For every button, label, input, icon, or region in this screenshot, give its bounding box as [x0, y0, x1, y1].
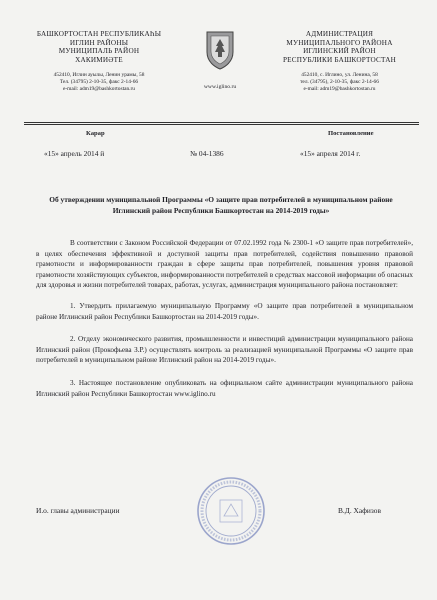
address-line: Тел. (34795) 2-10-35, факс 2-14-66 [59, 79, 139, 86]
document-kind-russian: Постановление [328, 130, 374, 137]
letterhead-bashkir [24, 30, 174, 93]
address-line: 452410, Иглин ауылы, Ленин урамы, 58 [53, 72, 145, 79]
coat-of-arms-icon [205, 30, 235, 70]
address-line: тел. (34795), 2-10-35, факс 2-14-66 [300, 79, 379, 86]
org-line: АДМИНИСТРАЦИЯ [305, 30, 374, 38]
header-divider [24, 122, 419, 123]
address-line: e-mail: adm19@bashkortostan.ru [303, 86, 376, 93]
resolution-item: 2. Отделу экономического развития, промышленности и инвестиций администрации муниципального района Иглинский район (Прокофьева З.Р.) осуществлять контроль за реализацией муниципальной Программы «О защите прав потребителей в муниципальном районе Иглинский район на 2014-2019 годы». [36, 335, 413, 365]
preamble-paragraph: В соответствии с Законом Российской Федерации от 07.02.1992 года № 2300-1 «О защите прав потребителей», в целях обеспечения эффективной и доступной защиты прав потребителей, содействия повышению правовой грамотности и информированности граждан в сфере защиты прав потребителей, повышения уровня правовой грамотности хозяйствующих субъектов, информированности потребителей в средствах массовой информации об опасных для здоровья и жизни потребителей товарах, работах, услугах, администрация муниципального района постановляет: [36, 239, 413, 290]
address-line: e-mail: adm19@bashkortostan.ru [62, 86, 136, 93]
org-line: БАШКОРТОСТАН РЕСПУБЛИКАҺЫ [36, 30, 162, 38]
letterhead-russian [262, 30, 417, 93]
org-line: ХАКИМИӘТЕ [75, 55, 123, 64]
address-line: 452410, с. Иглино, ул. Ленина, 58 [301, 72, 378, 79]
resolution-item: 1. Утвердить прилагаемую муниципальную Программу «О защите прав потребителей в муниципальном районе Иглинский район Республики Башкортостан на 2014-2019 годы». [36, 301, 413, 321]
org-line: ИГЛИНСКИЙ РАЙОН [303, 47, 376, 56]
org-line: МУНИЦИПАЛЬНОГО РАЙОНА [286, 38, 393, 47]
address-russian [262, 72, 417, 93]
org-line: РЕСПУБЛИКИ БАШКОРТОСТАН [282, 55, 396, 64]
document-title: Об утверждении муниципальной Программы «О защите прав потребителей в муниципальном районе Иглинский район Республики Башкортостан на 2014-2019 годы» [49, 195, 393, 215]
header-divider [24, 124, 419, 125]
date-russian: «15» апреля 2014 г. [300, 149, 361, 158]
org-line: МУНИЦИПАЛЬ РАЙОН [58, 47, 140, 56]
org-name-bashkir [24, 30, 174, 64]
signatory-position: И.о. главы администрации [36, 506, 120, 515]
org-name-russian [262, 30, 417, 64]
address-bashkir [24, 72, 174, 93]
official-stamp-icon [196, 476, 266, 546]
letterhead [0, 30, 437, 130]
letterhead-center [188, 30, 252, 90]
signatory-name: В.Д. Хафизов [338, 506, 381, 515]
org-line: ИГЛИН РАЙОНЫ [69, 38, 129, 47]
date-bashkir: «15» апрель 2014 й [44, 149, 105, 158]
resolution-item: 3. Настоящее постановление опубликовать на официальном сайте администрации муниципального района Иглинский район Республики Башкортостан www.iglino.ru [36, 378, 413, 398]
document-number: № 04-1386 [190, 149, 224, 158]
document-kind-bashkir: Карар [86, 130, 105, 137]
website-text: www.iglino.ru [203, 84, 237, 90]
document-body [36, 238, 413, 399]
